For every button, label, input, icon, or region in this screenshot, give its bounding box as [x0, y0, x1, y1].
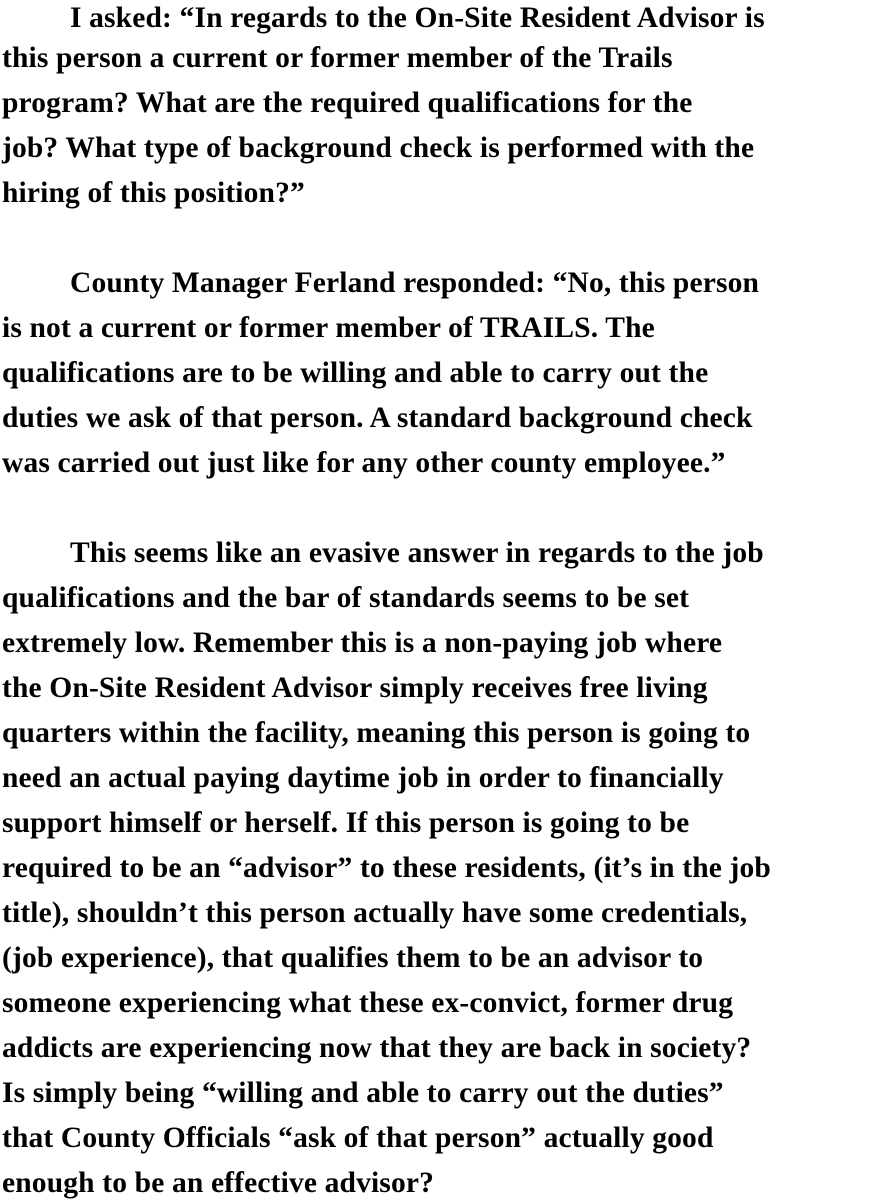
text-line: I asked: “In regards to the On-Site Resident Advisor is	[70, 2, 765, 34]
text-line: Is simply being “willing and able to carry out the duties”	[2, 1077, 724, 1109]
text-line: addicts are experiencing now that they are back in society?	[2, 1032, 752, 1064]
text-line: qualifications are to be willing and able to carry out the	[2, 357, 709, 389]
text-line: this person a current or former member of the Trails	[2, 42, 673, 74]
text-line: duties we ask of that person. A standard background check	[2, 402, 753, 434]
text-line: quarters within the facility, meaning this person is going to	[2, 717, 751, 749]
text-line: This seems like an evasive answer in regards to the job	[70, 537, 764, 569]
text-line: that County Officials “ask of that person” actually good	[2, 1122, 714, 1154]
text-line: required to be an “advisor” to these residents, (it’s in the job	[2, 852, 771, 884]
text-line: title), shouldn’t this person actually have some credentials,	[2, 897, 748, 929]
text-line: support himself or herself. If this person is going to be	[2, 807, 690, 839]
text-line: qualifications and the bar of standards seems to be set	[2, 582, 690, 614]
text-line: was carried out just like for any other county employee.”	[2, 447, 726, 479]
text-line: (job experience), that qualifies them to be an advisor to	[2, 942, 704, 974]
text-line: need an actual paying daytime job in order to financially	[2, 762, 724, 794]
text-line: program? What are the required qualifications for the	[2, 87, 693, 119]
text-line: job? What type of background check is performed with the	[2, 132, 755, 164]
text-line: extremely low. Remember this is a non-paying job where	[2, 627, 723, 659]
text-line: the On-Site Resident Advisor simply receives free living	[2, 672, 708, 704]
text-line: hiring of this position?”	[2, 177, 305, 209]
text-line: County Manager Ferland responded: “No, this person	[70, 267, 760, 299]
text-line: is not a current or former member of TRAILS. The	[2, 312, 655, 344]
text-line: enough to be an effective advisor?	[2, 1167, 434, 1199]
text-line: someone experiencing what these ex-convict, former drug	[2, 987, 734, 1019]
